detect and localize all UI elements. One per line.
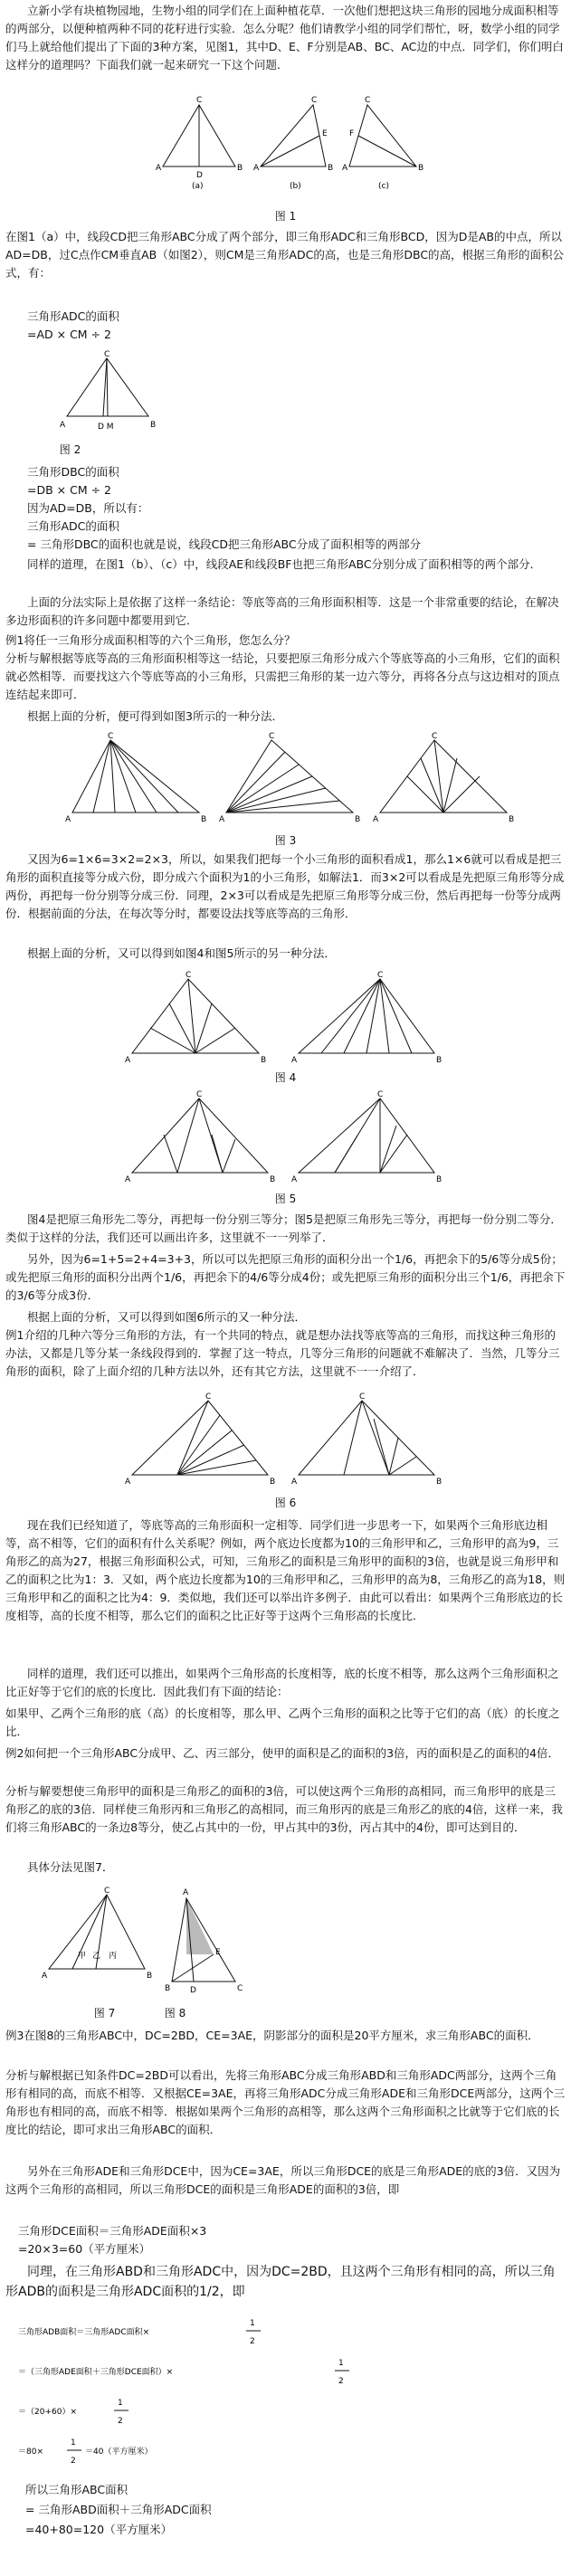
svg-text:(a): (a)	[192, 182, 204, 190]
paragraph-4e: = 三角形DBC的面积也就是说，线段CD把三角形ABC分成了面积相等的两部分	[27, 537, 422, 551]
paragraph-14: 根据上面的分析，又可以得到如图6所示的又一种分法．	[27, 1310, 306, 1324]
paragraph-28: 所以三角形ABC面积	[25, 2483, 128, 2496]
svg-text:B: B	[328, 164, 334, 173]
formula-line-4: ＝80×	[18, 2448, 43, 2457]
region-jia: 甲	[78, 1952, 87, 1961]
svg-text:(c): (c)	[378, 182, 389, 190]
svg-text:A: A	[291, 1478, 298, 1487]
svg-text:C: C	[237, 1984, 243, 1993]
figure-1	[145, 94, 434, 190]
svg-text:B: B	[201, 815, 207, 824]
figure-1b	[261, 105, 326, 166]
svg-text:C: C	[377, 1090, 384, 1099]
svg-text:A: A	[291, 1175, 298, 1184]
formula-line-4-result: ＝40（平方厘米）	[85, 2448, 153, 2457]
svg-text:B: B	[270, 1478, 276, 1487]
figure-7-caption: 图 7	[93, 2007, 116, 2020]
region-bing: 丙	[109, 1952, 118, 1961]
paragraph-25a: 三角形DCE面积＝三角形ADE面积×3	[18, 2224, 207, 2238]
paragraph-4b: =DB × CM ÷ 2	[27, 483, 111, 497]
svg-text:A: A	[219, 815, 225, 824]
paragraph-8: 分析与解根据等底等高的三角形面积相等这一结论，只要把原三角形分成六个等底等高的小三角形，它们的面积就必然相等．而要找这六个等底等高的小三角形，只需把三角形的某一边六等分，再将各分点与这边相对的顶点连结起来即可．	[5, 651, 560, 701]
figure-2-caption: 图 2	[59, 443, 81, 456]
figure-2	[54, 349, 163, 440]
svg-text:B: B	[147, 1972, 153, 1981]
figure-4-right	[299, 979, 434, 1053]
paragraph-18: 如果甲、乙两个三角形的底（高）的长度相等，那么甲、乙两个三角形的面积之比等于它们的高（底）的长度之比．	[5, 1706, 560, 1738]
svg-text:C: C	[108, 732, 114, 741]
svg-text:A: A	[60, 421, 66, 430]
svg-text:A: A	[156, 164, 162, 173]
figure-1a	[163, 105, 235, 166]
svg-text:1: 1	[250, 2319, 255, 2328]
paragraph-16: 现在我们已经知道了，等底等高的三角形面积一定相等．同学们进一步思考一下，如果两个三角形底边相等，高不相等，它们的面积有什么关系呢？例如，两个底边长度都为10的三角形甲和乙，三角形甲的高为9，三角形乙的高为27，根据三角形面积公式，可知，三角形乙的面积是三角形甲的面积的3倍，也就是说三角形甲和乙的面积之比为1：3．又如，两个底边长度都为10的三角形甲和乙，三角形甲的高为8，三角形乙的高为18，则三角形甲和乙的面积之比为4：9．类似地，我们还可以举出许多例子．由此可以看出：如果两个三角形底边的长度相等，高的长度不相等，那么它们的面积之比正好等于这两个三角形高的长度比．	[5, 1518, 566, 1622]
svg-text:A: A	[183, 1888, 189, 1897]
figure-5	[118, 1089, 462, 1189]
svg-text:C: C	[196, 1090, 203, 1099]
paragraph-17: 同样的道理，我们还可以推出，如果两个三角形高的长度相等，底的长度不相等，那么这两个三角形面积之比正好等于它们的底的长度比．因此我们有下面的结论：	[5, 1667, 559, 1698]
svg-text:C: C	[186, 971, 192, 980]
figure-5-right	[299, 1098, 434, 1173]
paragraph-23: 分析与解根据已知条件DC=2BD可以看出，先将三角形ABC分成三角形ABD和三角形ADC两部分，这两个三角形有相同的高，而底不相等．又根据CE=3AE，再将三角形ADC分成三角形ADE和三角形DCE两部分，这两个三角形也有相同的高，而底不相等．根据如果两个三角形的高相等，那么这两个三角形面积之比就等于它们底的长度比的结论，即可求出三角形ABC的面积．	[5, 2068, 566, 2136]
svg-text:(b): (b)	[290, 182, 301, 190]
svg-text:B: B	[436, 1175, 443, 1184]
svg-text:B: B	[436, 1056, 443, 1065]
svg-text:D: D	[190, 1986, 196, 1995]
svg-text:B: B	[270, 1175, 276, 1184]
svg-text:E: E	[215, 1948, 221, 1957]
paragraph-6: 上面的分法实际上是依据了这样一条结论：等底等高的三角形面积相等．这是一个非常重要的结论，在解决多边形面积的许多问题中都要用到它．	[5, 595, 559, 627]
paragraph-3b: =AD × CM ÷ 2	[27, 328, 111, 341]
svg-text:E: E	[322, 129, 328, 138]
svg-text:C: C	[377, 971, 384, 980]
paragraph-21: 具体分法见图7．	[27, 1860, 114, 1874]
svg-text:1: 1	[71, 2438, 76, 2448]
svg-text:2: 2	[118, 2417, 123, 2426]
paragraph-13: 另外，因为6=1+5=2+4=3+3，所以可以先把原三角形的面积分出一个1/6，再把余下的5/6等分成5份；或先把原三角形的面积分出两个1/6，再把余下的4/6等分成4份；或先把原三角形的面积分出三个1/6，再把余下的3/6等分成3份．	[5, 1252, 566, 1302]
example-2: 例2如何把一个三角形ABC分成甲、乙、丙三部分，使甲的面积是乙的面积的3倍，丙的面积是乙的面积的4倍．	[5, 1746, 559, 1760]
svg-text:A: A	[373, 815, 379, 824]
svg-text:C: C	[269, 732, 275, 741]
svg-text:A: A	[291, 1056, 298, 1065]
figure-6-right	[299, 1401, 434, 1475]
paragraph-3a: 三角形ADC的面积	[27, 309, 119, 323]
svg-text:C: C	[432, 732, 438, 741]
figure-1-caption: 图 1	[274, 210, 297, 223]
svg-text:2: 2	[71, 2457, 76, 2466]
svg-text:A: A	[125, 1175, 131, 1184]
figures-7-8	[36, 1882, 262, 2000]
formula-line-2: ＝（三角形ADE面积＋三角形DCE面积）×	[18, 2368, 174, 2377]
svg-text:B: B	[261, 1056, 267, 1065]
svg-text:B: B	[509, 815, 515, 824]
figure-6	[118, 1392, 462, 1491]
figure-3-left	[72, 740, 199, 813]
paragraph-9: 根据上面的分析，便可得到如图3所示的一种分法．	[27, 709, 283, 723]
svg-text:A: A	[253, 164, 260, 173]
paragraph-20: 分析与解要想使三角形甲的面积是三角形乙的面积的3倍，可以使这两个三角形的高相同，而三角形甲的底是三角形乙的底的3倍．同样使三角形丙和三角形乙的高相同，而三角形丙的底是三角形乙的底的4倍，这样一来，我们将三角形ABC的一条边8等分，使乙占其中的一份，甲占其中的3份，丙占其中的4份，即可达到目的．	[5, 1784, 563, 1834]
figure-8	[172, 1898, 235, 1982]
svg-text:C: C	[365, 96, 371, 105]
formula-block	[18, 2311, 561, 2470]
paragraph-4a: 三角形DBC的面积	[27, 465, 119, 479]
figure-3-right	[380, 740, 507, 813]
svg-text:A: A	[65, 815, 71, 824]
example-3: 例3在图8的三角形ABC中，DC=2BD，CE=3AE，阴影部分的面积是20平方厘米，求三角形ABC的面积．	[5, 2029, 539, 2042]
paragraph-26: 同理，在三角形ABD和三角形ADC中，因为DC=2BD，且这两个三角形有相同的高，所以三角形ADB的面积是三角形ADC面积的1/2，即	[5, 2265, 556, 2299]
fraction-half-2	[335, 2359, 349, 2386]
paragraph-4c: 因为AD=DB，所以有：	[27, 501, 149, 515]
svg-text:C: C	[196, 96, 203, 105]
paragraph-24: 另外在三角形ADE和三角形DCE中，因为CE=3AE，所以三角形DCE的底是三角形ADE的底的3倍．又因为这两个三角形的高相同，所以三角形DCE的面积是三角形ADE的面积的3倍，即	[5, 2164, 561, 2196]
fraction-half-4	[67, 2438, 81, 2466]
svg-text:A: A	[42, 1972, 48, 1981]
svg-text:2: 2	[250, 2337, 255, 2346]
paragraph-28b: = 三角形ABD面积＋三角形ADC面积	[25, 2503, 212, 2516]
paragraph-12: 图4是把原三角形先二等分，再把每一份分别三等分；图5是把原三角形先三等分，再把每一份分别二等分．类似于这样的分法，我们还可以画出许多，这里就不一一列举了．	[5, 1212, 562, 1244]
paragraph-15: 例1介绍的几种六等分三角形的方法，有一个共同的特点，就是想办法找等底等高的三角形，而找这种三角形的办法，又都是几等分某一条线段得到的．掌握了这一特点，几等分三角形的问题就不难解决了．当然，几等分三角形的面积，除了上面介绍的几种方法以外，还有其它方法，这里就不一一介绍了．	[5, 1328, 560, 1378]
svg-text:A: A	[125, 1056, 131, 1065]
paragraph-2: 在图1（a）中，线段CD把三角形ABC分成了两个部分，即三角形ADC和三角形BCD，因为D是AB的中点，所以AD=DB，过C点作CM垂直AB（如图2），则CM是三角形ADC的高，也是三角形DBC的高，根据三角形的面积公式，有：	[5, 230, 565, 280]
figure-8-caption: 图 8	[164, 2007, 186, 2020]
figure-5-left	[132, 1098, 268, 1173]
svg-text:C: C	[311, 96, 318, 105]
svg-text:B: B	[355, 815, 361, 824]
svg-text:C: C	[359, 1393, 366, 1402]
svg-text:C: C	[205, 1393, 212, 1402]
svg-text:B: B	[237, 164, 243, 173]
figure-3-middle	[226, 740, 353, 813]
region-yi: 乙	[92, 1952, 101, 1961]
paragraph-4d: 三角形ADC的面积	[27, 519, 119, 533]
paragraph-5: 同样的道理，在图1（b）、（c）中，线段AE和线段BF也把三角形ABC分别分成了面积相等的两个部分．	[27, 557, 542, 571]
svg-text:A: A	[125, 1478, 131, 1487]
svg-text:D M: D M	[98, 423, 114, 432]
figure-4	[118, 970, 462, 1069]
svg-text:C: C	[104, 1887, 110, 1896]
paragraph-28c: =40+80=120（平方厘米）	[25, 2523, 173, 2536]
svg-text:1: 1	[338, 2359, 344, 2368]
figure-5-caption: 图 5	[274, 1193, 297, 1205]
figure-4-left	[132, 979, 259, 1053]
figure-6-left	[132, 1401, 268, 1475]
svg-text:F: F	[349, 129, 355, 138]
formula-line-1: 三角形ADB面积＝三角形ADC面积×	[18, 2328, 150, 2337]
svg-text:1: 1	[118, 2399, 123, 2408]
figure-1c	[349, 105, 416, 166]
paragraph-25b: =20×3=60（平方厘米）	[18, 2242, 151, 2256]
fraction-half-3	[114, 2399, 128, 2426]
svg-text:C: C	[104, 350, 110, 359]
svg-text:B: B	[436, 1478, 443, 1487]
example-1: 例1将任一三角形分成面积相等的六个三角形，您怎么分？	[5, 633, 296, 647]
figure-3	[54, 731, 525, 831]
svg-text:D: D	[196, 171, 203, 180]
paragraph-11: 根据上面的分析，又可以得到如图4和图5所示的另一种分法．	[27, 946, 336, 960]
fraction-half-1	[246, 2319, 261, 2346]
formula-line-3: ＝（20+60）×	[18, 2408, 77, 2417]
svg-text:B: B	[150, 421, 157, 430]
figure-6-caption: 图 6	[274, 1497, 297, 1509]
figure-3-caption: 图 3	[274, 834, 297, 847]
svg-text:2: 2	[338, 2377, 344, 2386]
intro-paragraph: 立新小学有块植物园地，生物小组的同学们在上面种植花草．一次他们想把这块三角形的园地分成面积相等的两部分，以便种植两种不同的花籽进行实验．怎么分呢？他们请教学小组的同学们帮忙，呀，数学小组的同学们马上就给他们提出了下面的3种方案，见图1，其中D、E、F分别是AB、BC、AC边的中点．同学们，你们明白这样分的道理吗？下面我们就一起来研究一下这个问题．	[5, 4, 564, 71]
paragraph-10: 又因为6=1×6=3×2=2×3，所以，如果我们把每一个小三角形的面积看成1，那么1×6就可以看成是把三角形的面积直接等分成六份，即分成六个面积为1的小三角形，如解法1．而3×2可以看成是先把原三角形等分成两份，再把每一份分别等分成三份．同理，2×3可以看成是先把原三角形等分成三份，然后再把每一份等分成两份．根据前面的分法，在每次等分时，都要设法找等底等高的三角形．	[5, 852, 565, 920]
svg-text:A: A	[342, 164, 348, 173]
figure-4-caption: 图 4	[274, 1071, 297, 1084]
svg-text:B: B	[418, 164, 424, 173]
svg-text:B: B	[165, 1984, 171, 1993]
